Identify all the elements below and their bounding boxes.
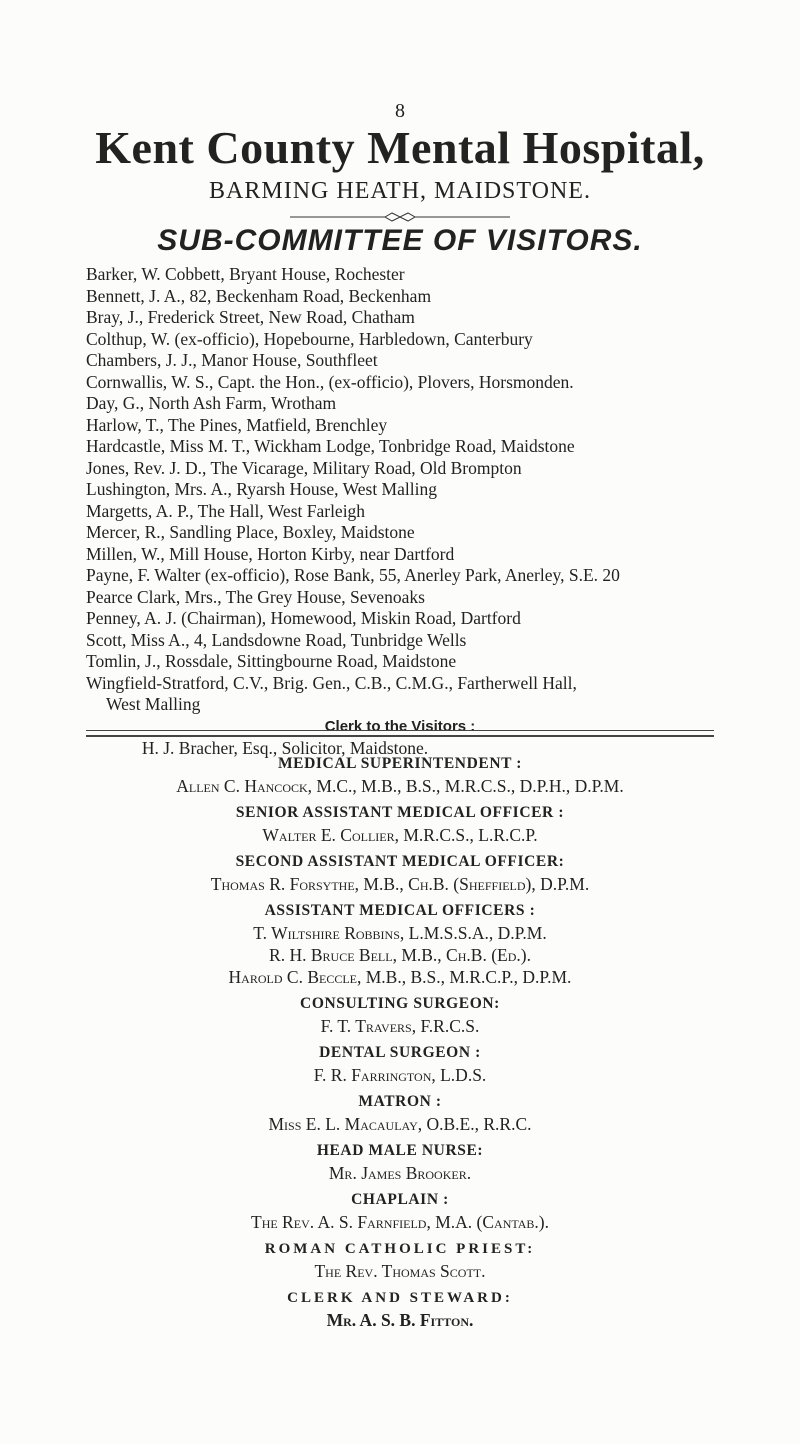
visitor-entry: Bennett, J. A., 82, Beckenham Road, Beckenham — [86, 285, 432, 306]
visitor-entry: Jones, Rev. J. D., The Vicarage, Military Road, Old Brompton — [86, 457, 522, 478]
officer-name: Harold C. Beccle, M.B., B.S., M.R.C.P., D.P.M. — [228, 967, 572, 987]
officer-heading: MEDICAL SUPERINTENDENT : — [277, 755, 523, 772]
officer-heading: CLERK AND STEWARD: — [287, 1290, 513, 1306]
officers-list — [0, 748, 800, 1331]
visitors-list — [86, 264, 786, 759]
clerk-value: H. J. Bracher, Esq., Solicitor, Maidstone. — [141, 737, 429, 758]
visitor-entry: Scott, Miss A., 4, Landsdowne Road, Tunbridge Wells — [86, 629, 467, 650]
visitor-entry: Millen, W., Mill House, Horton Kirby, near Dartford — [86, 543, 455, 564]
visitor-entry: Margetts, A. P., The Hall, West Farleigh — [86, 500, 366, 521]
officer-name: The Rev. A. S. Farnfield, M.A. (Cantab.). — [251, 1212, 549, 1232]
officer-heading: MATRON : — [358, 1093, 442, 1110]
visitor-entry: Chambers, J. J., Manor House, Southfleet — [86, 350, 378, 370]
visitor-entry: Hardcastle, Miss M. T., Wickham Lodge, Tonbridge Road, Maidstone — [86, 436, 575, 456]
officer-name: Miss E. L. Macaulay, O.B.E., R.R.C. — [268, 1114, 532, 1134]
visitor-entry: Cornwallis, W. S., Capt. the Hon., (ex-officio), Plovers, Horsmonden. — [86, 371, 574, 392]
visitor-entry: Barker, W. Cobbett, Bryant House, Rochester — [86, 264, 405, 284]
visitor-entry-continuation: West Malling — [106, 694, 201, 714]
officer-heading: DENTAL SURGEON : — [319, 1044, 481, 1061]
visitor-entry: Pearce Clark, Mrs., The Grey House, Sevenoaks — [86, 586, 425, 607]
officer-name: Walter E. Collier, M.R.C.S., L.R.C.P. — [262, 825, 538, 845]
hospital-title: Kent County Mental Hospital, — [95, 122, 705, 173]
visitor-entry: Tomlin, J., Rossdale, Sittingbourne Road, Maidstone — [86, 651, 457, 671]
officer-name: Mr. James Brooker. — [328, 1163, 472, 1183]
officer-name: Mr. A. S. B. Fitton. — [326, 1310, 474, 1330]
hospital-address: BARMING HEATH, MAIDSTONE. — [209, 178, 591, 204]
visitor-entry: Wingfield-Stratford, C.V., Brig. Gen., C.B., C.M.G., Fartherwell Hall, — [86, 672, 577, 693]
visitor-entry: Bray, J., Frederick Street, New Road, Chatham — [86, 307, 415, 327]
committee-heading: SUB-COMMITTEE OF VISITORS. — [157, 224, 643, 257]
officer-name: F. R. Farrington, L.D.S. — [313, 1065, 487, 1085]
officer-name: F. T. Travers, F.R.C.S. — [320, 1016, 480, 1036]
visitor-entry: Penney, A. J. (Chairman), Homewood, Miskin Road, Dartford — [86, 608, 521, 628]
officer-name: R. H. Bruce Bell, M.B., Ch.B. (Ed.). — [269, 945, 531, 965]
officer-name: Thomas R. Forsythe, M.B., Ch.B. (Sheffield), D.P.M. — [210, 874, 590, 894]
page-number: 8 — [395, 100, 405, 122]
section-rule — [86, 730, 714, 737]
officer-heading: SECOND ASSISTANT MEDICAL OFFICER: — [235, 853, 565, 870]
officer-heading: CONSULTING SURGEON: — [300, 995, 500, 1012]
visitor-entry: Colthup, W. (ex-officio), Hopebourne, Harbledown, Canterbury — [86, 328, 533, 349]
officer-name: Allen C. Hancock, M.C., M.B., B.S., M.R.C.S., D.P.H., D.P.M. — [176, 776, 624, 796]
officer-heading: ASSISTANT MEDICAL OFFICERS : — [264, 902, 536, 919]
officer-heading: CHAPLAIN : — [351, 1191, 449, 1208]
visitor-entry: Payne, F. Walter (ex-officio), Rose Bank, 55, Anerley Park, Anerley, S.E. 20 — [86, 565, 620, 585]
visitor-entry: Mercer, R., Sandling Place, Boxley, Maidstone — [86, 522, 415, 542]
officer-heading: SENIOR ASSISTANT MEDICAL OFFICER : — [235, 804, 565, 821]
visitor-entry: Harlow, T., The Pines, Matfield, Brenchley — [86, 414, 388, 435]
officer-heading: HEAD MALE NURSE: — [316, 1142, 484, 1159]
clerk-heading: Clerk to the Visitors : — [324, 717, 476, 735]
visitor-entry: Day, G., North Ash Farm, Wrotham — [86, 393, 337, 413]
officer-name: T. Wiltshire Robbins, L.M.S.S.A., D.P.M. — [253, 923, 547, 943]
officer-heading: ROMAN CATHOLIC PRIEST: — [264, 1241, 536, 1257]
visitor-entry: Lushington, Mrs. A., Ryarsh House, West Malling — [86, 479, 437, 499]
ornament-divider — [290, 212, 510, 222]
officer-name: The Rev. Thomas Scott. — [314, 1261, 486, 1281]
